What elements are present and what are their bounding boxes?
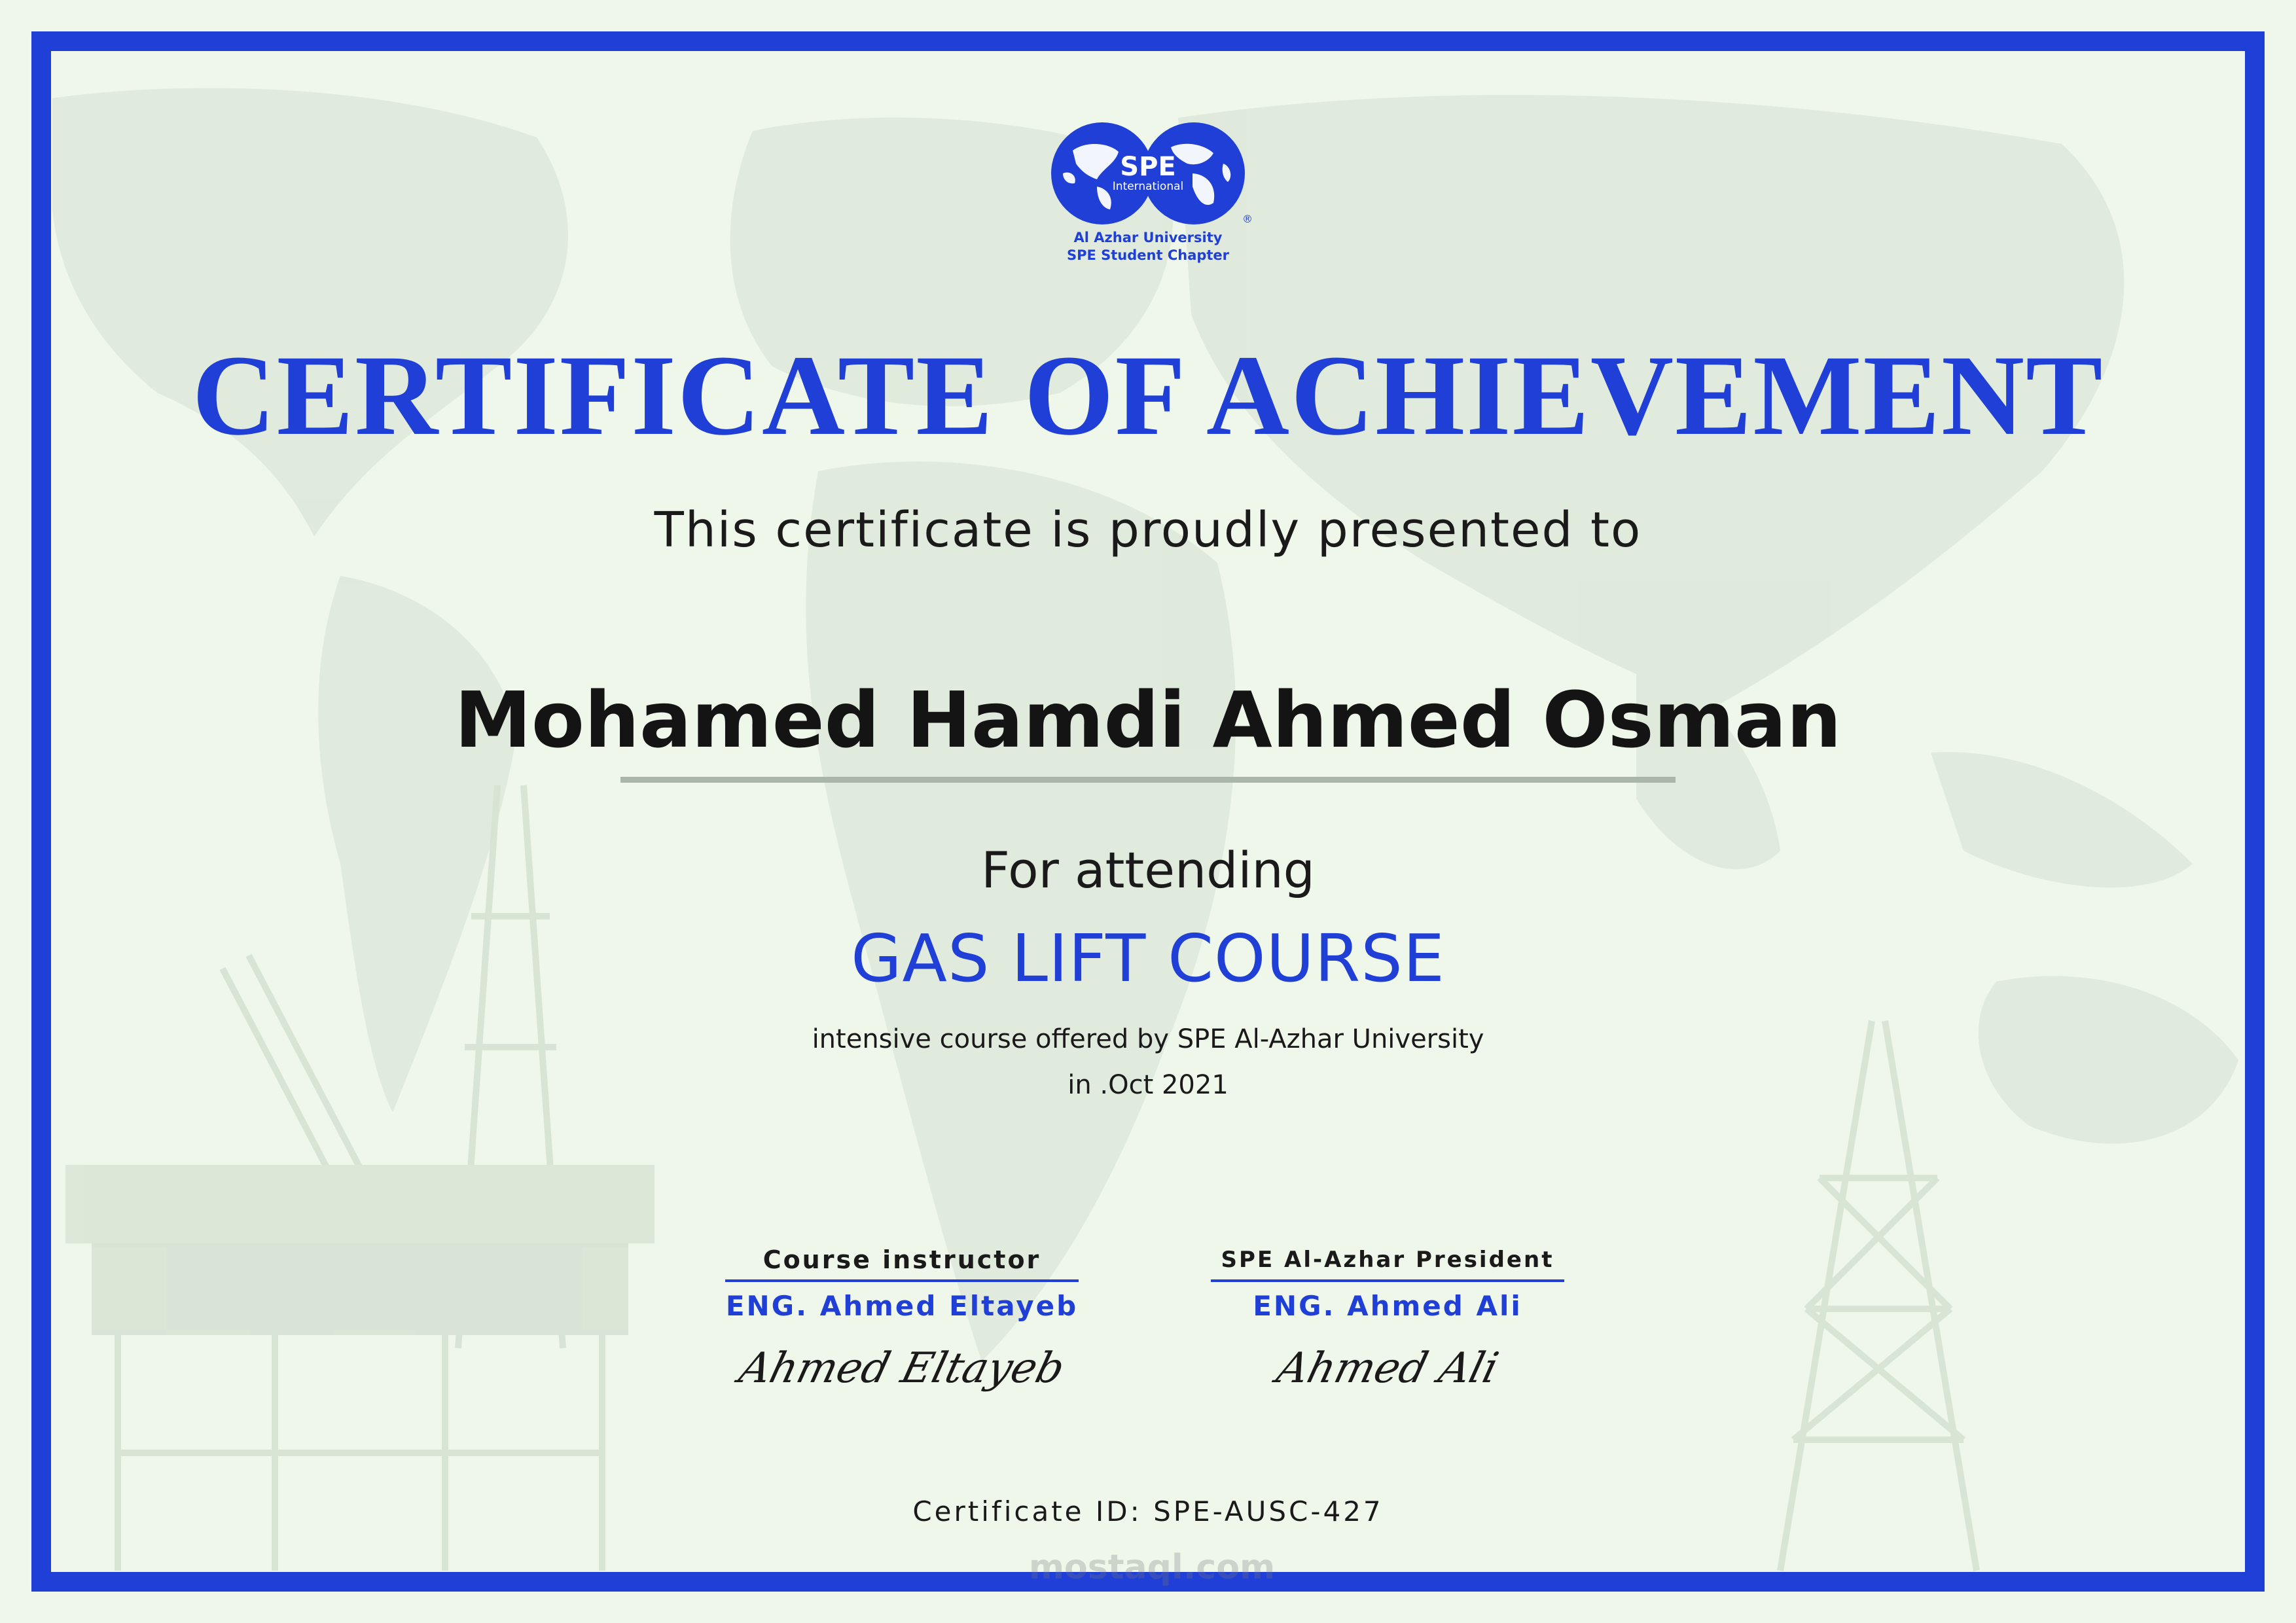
course-date: in .Oct 2021 bbox=[1067, 1070, 1229, 1100]
signature-divider bbox=[725, 1279, 1079, 1282]
site-watermark: mostaql.com bbox=[1028, 1548, 1276, 1587]
signatory-role: SPE Al-Azhar President bbox=[1221, 1247, 1554, 1273]
certificate-id: Certificate ID: SPE-AUSC-427 bbox=[912, 1495, 1384, 1527]
logo-caption-chapter: SPE Student Chapter bbox=[1066, 247, 1230, 263]
for-attending-line: For attending bbox=[981, 841, 1315, 899]
recipient-underline bbox=[620, 777, 1676, 783]
logo-badge-text: SPE bbox=[1120, 152, 1176, 182]
signatory-instructor bbox=[719, 1240, 1085, 1401]
certificate-title: CERTIFICATE OF ACHIEVEMENT bbox=[192, 332, 2104, 459]
spe-logo bbox=[1037, 111, 1259, 268]
logo-caption-university: Al Azhar University bbox=[1073, 230, 1223, 245]
handwritten-signature: Ahmed Eltayeb bbox=[734, 1344, 1069, 1393]
globe-logo-icon bbox=[1037, 111, 1259, 229]
signatory-name: ENG. Ahmed Ali bbox=[1253, 1290, 1522, 1322]
signatory-name: ENG. Ahmed Eltayeb bbox=[725, 1290, 1079, 1322]
signatory-role: Course instructor bbox=[762, 1245, 1041, 1274]
signatory-president bbox=[1204, 1240, 1571, 1401]
recipient-name: Mohamed Hamdi Ahmed Osman bbox=[454, 675, 1842, 765]
logo-badge-subtext: International bbox=[1112, 180, 1184, 193]
signature-divider bbox=[1211, 1279, 1564, 1282]
registered-mark-icon: ® bbox=[1242, 213, 1253, 225]
presented-to-line: This certificate is proudly presented to bbox=[654, 502, 1642, 558]
course-description: intensive course offered by SPE Al-Azhar University bbox=[812, 1024, 1484, 1054]
handwritten-signature: Ahmed Ali bbox=[1272, 1344, 1503, 1393]
course-name: GAS LIFT COURSE bbox=[851, 920, 1445, 997]
